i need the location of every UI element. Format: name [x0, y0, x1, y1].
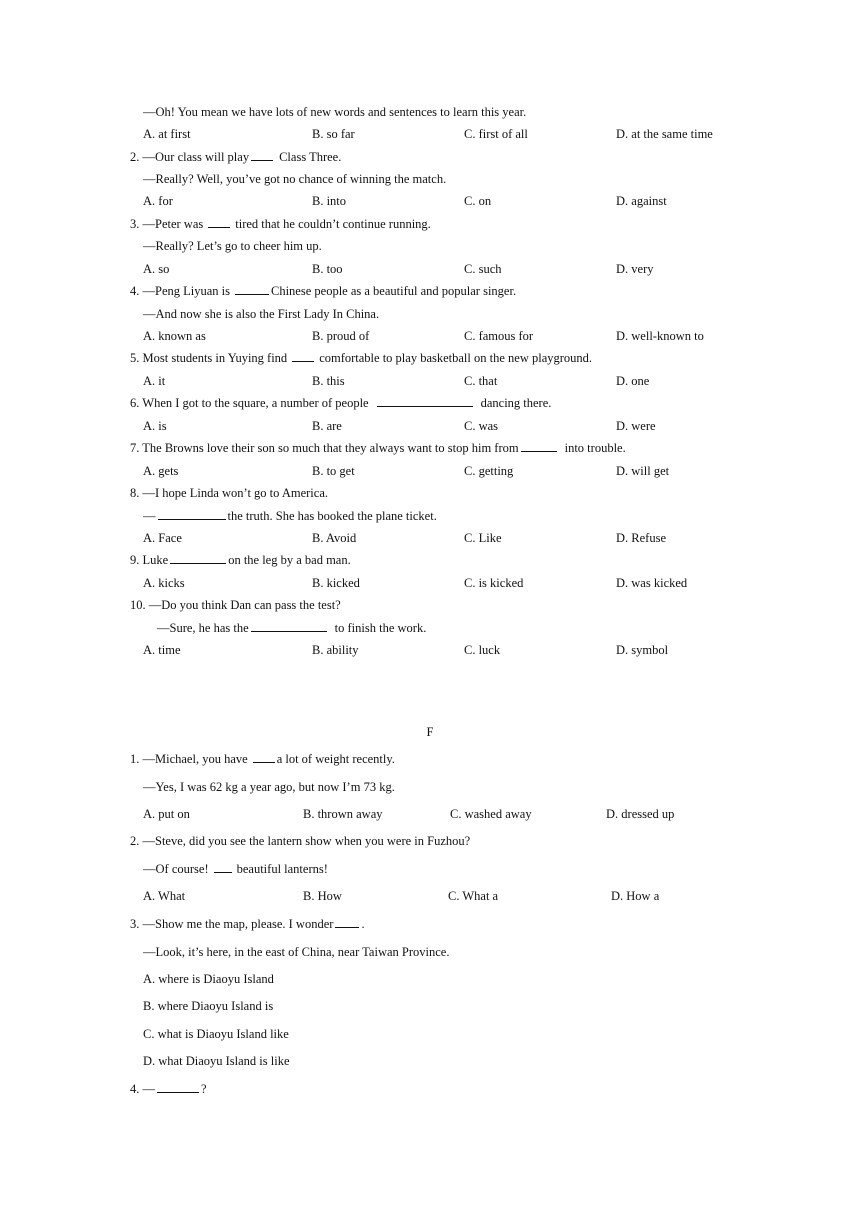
answer-blank: [251, 149, 273, 161]
answer-blank: [377, 395, 473, 407]
f-q3-stem: 3. —Show me the map, please. I wonder .: [130, 917, 365, 931]
option-d: D. against: [616, 194, 667, 208]
q10-stem: 10. —Do you think Dan can pass the test?: [130, 598, 341, 612]
answer-blank: [292, 350, 314, 362]
option-a: A. for: [143, 194, 173, 208]
option-c: C. famous for: [464, 329, 534, 343]
option-c: C. getting: [464, 464, 514, 478]
q3-stem: 3. —Peter was tired that he couldn’t continue running.: [130, 217, 431, 231]
f-q3-reply: —Look, it’s here, in the east of China, near Taiwan Province.: [143, 945, 450, 959]
q5-options: [0, 373, 860, 389]
option-d: D. one: [616, 374, 650, 388]
option-c: C. first of all: [464, 127, 528, 141]
option-d: D. very: [616, 262, 654, 276]
q8-reply: — the truth. She has booked the plane ticket.: [143, 509, 437, 523]
q3-reply: —Really? Let’s go to cheer him up.: [143, 239, 322, 253]
q2-options: [0, 193, 860, 209]
section-title: F: [426, 725, 434, 739]
f-q3-option-d: D. what Diaoyu Island is like: [143, 1054, 290, 1068]
option-c: C. is kicked: [464, 576, 524, 590]
option-b: B. are: [312, 419, 342, 433]
q6-options: [0, 418, 860, 434]
option-a: A. kicks: [143, 576, 185, 590]
f-q1-stem: 1. —Michael, you have a lot of weight recently.: [130, 752, 395, 766]
option-d: D. symbol: [616, 643, 669, 657]
q10-reply: —Sure, he has the to finish the work.: [157, 621, 427, 635]
q4-stem: 4. —Peng Liyuan is Chinese people as a beautiful and popular singer.: [130, 284, 517, 298]
option-b: B. so far: [312, 127, 355, 141]
f-q1-reply: —Yes, I was 62 kg a year ago, but now I’m 73 kg.: [143, 780, 395, 794]
f-q2-stem: 2. —Steve, did you see the lantern show when you were in Fuzhou?: [130, 834, 471, 848]
option-c: C. washed away: [450, 807, 532, 821]
option-c: C. on: [464, 194, 492, 208]
option-b: B. to get: [312, 464, 355, 478]
option-b: B. ability: [312, 643, 359, 657]
option-b: B. Avoid: [312, 531, 357, 545]
q8-options: [0, 530, 860, 546]
answer-blank: [170, 552, 226, 564]
option-d: D. at the same time: [616, 127, 713, 141]
option-c: C. What a: [448, 889, 499, 903]
q4-options: [0, 328, 860, 344]
option-c: C. such: [464, 262, 502, 276]
f-q1-options: [0, 806, 860, 822]
option-a: A. Face: [143, 531, 182, 545]
q5-stem: 5. Most students in Yuying find comfortable to play basketball on the new playground.: [130, 351, 593, 365]
option-a: A. is: [143, 419, 167, 433]
f-q2-reply: —Of course! beautiful lanterns!: [143, 862, 328, 876]
q9-options: [0, 575, 860, 591]
option-d: D. dressed up: [606, 807, 675, 821]
option-b: B. How: [303, 889, 342, 903]
option-d: D. were: [616, 419, 656, 433]
option-a: A. time: [143, 643, 181, 657]
option-c: C. Like: [464, 531, 502, 545]
q9-stem: 9. Luke on the leg by a bad man.: [130, 553, 351, 567]
q7-stem: 7. The Browns love their son so much that they always want to stop him from into trouble.: [130, 441, 626, 455]
option-b: B. this: [312, 374, 345, 388]
f-q3-option-c: C. what is Diaoyu Island like: [143, 1027, 289, 1041]
option-a: A. put on: [143, 807, 190, 821]
q1-reply: —Oh! You mean we have lots of new words and sentences to learn this year.: [143, 105, 527, 119]
option-d: D. How a: [611, 889, 660, 903]
option-c: C. was: [464, 419, 499, 433]
q3-options: [0, 261, 860, 277]
q4-reply: —And now she is also the First Lady In China.: [143, 307, 380, 321]
option-a: A. at first: [143, 127, 191, 141]
f-q2-options: [0, 888, 860, 904]
q6-stem: 6. When I got to the square, a number of people dancing there.: [130, 396, 552, 410]
q2-stem: 2. —Our class will play Class Three.: [130, 150, 342, 164]
answer-blank: [253, 751, 275, 763]
f-q3-option-a: A. where is Diaoyu Island: [143, 972, 274, 986]
q7-options: [0, 463, 860, 479]
answer-blank: [214, 861, 232, 873]
q2-reply: —Really? Well, you’ve got no chance of winning the match.: [143, 172, 447, 186]
q1-options: [0, 126, 860, 142]
option-d: D. well-known to: [616, 329, 704, 343]
answer-blank: [157, 1081, 199, 1093]
answer-blank: [158, 508, 226, 520]
option-b: B. kicked: [312, 576, 360, 590]
option-a: A. known as: [143, 329, 206, 343]
option-a: A. What: [143, 889, 186, 903]
option-a: A. it: [143, 374, 166, 388]
q10-options: [0, 642, 860, 658]
f-q3-option-b: B. where Diaoyu Island is: [143, 999, 274, 1013]
option-d: D. was kicked: [616, 576, 688, 590]
answer-blank: [251, 620, 327, 632]
answer-blank: [208, 216, 230, 228]
option-a: A. gets: [143, 464, 179, 478]
answer-blank: [521, 440, 557, 452]
option-b: B. proud of: [312, 329, 370, 343]
q8-stem: 8. —I hope Linda won’t go to America.: [130, 486, 328, 500]
option-b: B. too: [312, 262, 343, 276]
option-a: A. so: [143, 262, 170, 276]
answer-blank: [335, 916, 359, 928]
option-c: C. luck: [464, 643, 501, 657]
option-b: B. into: [312, 194, 347, 208]
option-b: B. thrown away: [303, 807, 383, 821]
option-c: C. that: [464, 374, 498, 388]
option-d: D. Refuse: [616, 531, 666, 545]
answer-blank: [235, 283, 269, 295]
f-q4-stem: 4. — ?: [130, 1082, 207, 1096]
option-d: D. will get: [616, 464, 670, 478]
